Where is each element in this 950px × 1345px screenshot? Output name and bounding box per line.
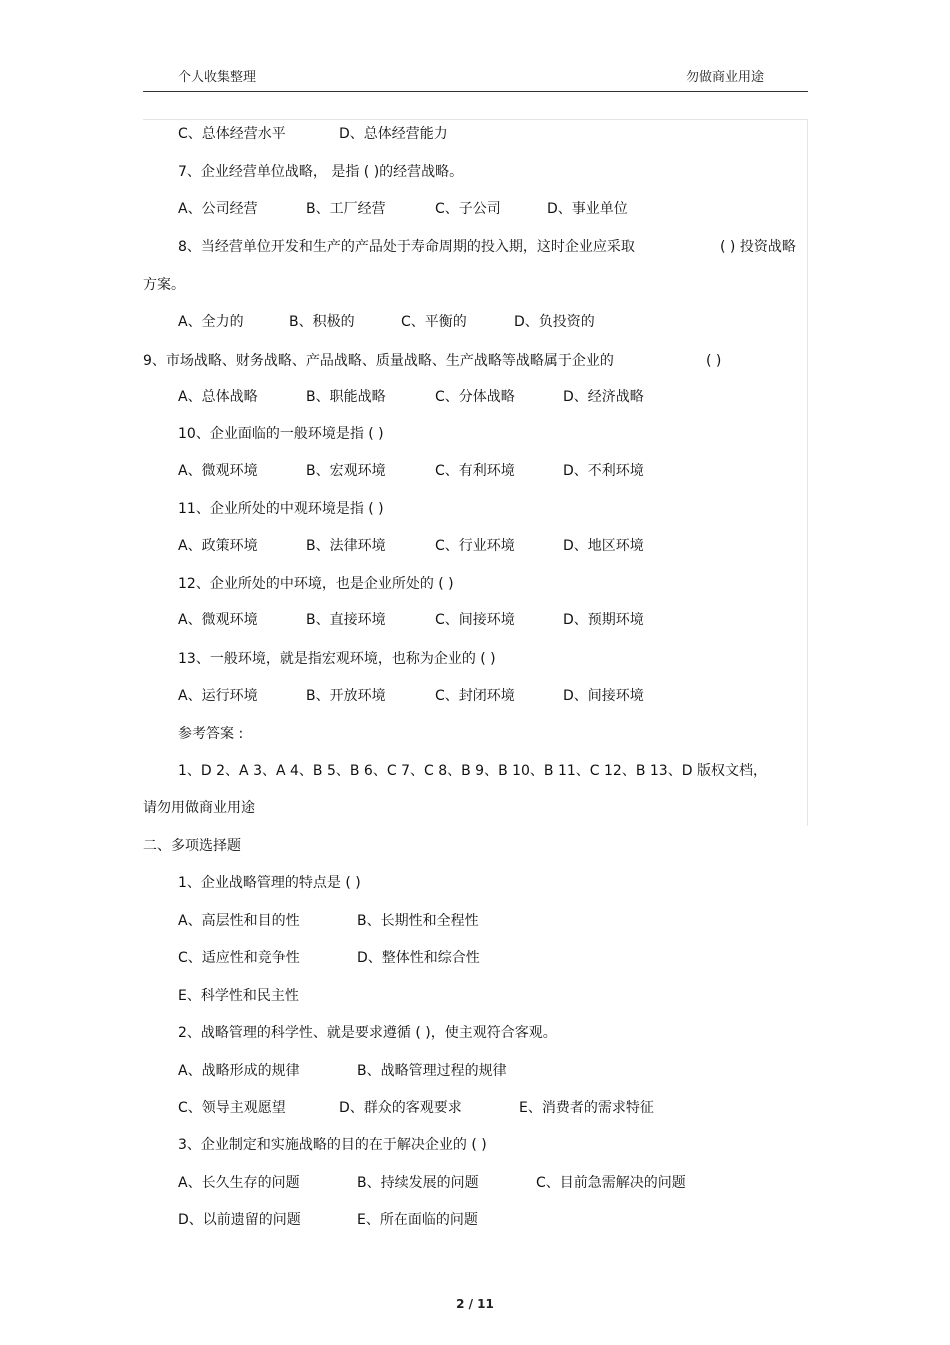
question-10: 10、企业面临的一般环境是指 ( )	[178, 426, 384, 442]
option: C、领导主观愿望	[178, 1100, 286, 1116]
option: C、总体经营水平	[178, 126, 286, 142]
question-m1: 1、企业战略管理的特点是 ( )	[178, 875, 361, 891]
option: A、微观环境	[178, 612, 258, 628]
option: D、负投资的	[514, 314, 595, 330]
option: D、预期环境	[563, 612, 644, 628]
text-box-top-border	[143, 119, 808, 120]
header-left: 个人收集整理	[178, 70, 257, 85]
option: D、间接环境	[563, 688, 644, 704]
option: C、行业环境	[435, 538, 515, 554]
option: A、全力的	[178, 314, 244, 330]
option: B、战略管理过程的规律	[357, 1063, 507, 1079]
question-8-tail: ( ) 投资战略	[720, 239, 796, 255]
option: C、平衡的	[401, 314, 467, 330]
option: D、经济战略	[563, 389, 644, 405]
question-13: 13、一般环境，就是指宏观环境，也称为企业的 ( )	[178, 651, 496, 667]
question-9: 9、市场战略、财务战略、产品战略、质量战略、生产战略等战略属于企业的	[143, 353, 614, 369]
option: D、事业单位	[547, 201, 628, 217]
section-title: 二、多项选择题	[143, 838, 241, 854]
option: B、积极的	[289, 314, 355, 330]
header-divider	[143, 91, 808, 92]
option: A、高层性和目的性	[178, 913, 300, 929]
option: D、地区环境	[563, 538, 644, 554]
option: D、整体性和综合性	[357, 950, 480, 966]
option: E、所在面临的问题	[357, 1212, 478, 1228]
answer-title: 参考答案 :	[178, 726, 244, 742]
option: C、目前急需解决的问题	[536, 1175, 686, 1191]
question-m3: 3、企业制定和实施战略的目的在于解决企业的 ( )	[178, 1137, 487, 1153]
answer-key-cont: 请勿用做商业用途	[143, 800, 255, 816]
page-number: 2 / 11	[456, 1297, 494, 1311]
option: E、科学性和民主性	[178, 988, 299, 1004]
option: D、群众的客观要求	[339, 1100, 462, 1116]
option: C、有利环境	[435, 463, 515, 479]
option: B、职能战略	[306, 389, 386, 405]
option: A、总体战略	[178, 389, 258, 405]
answer-key: 1、D 2、A 3、A 4、B 5、B 6、C 7、C 8、B 9、B 10、B 11、C 12、B 13、D 版权文档，	[178, 763, 767, 779]
option: B、长期性和全程性	[357, 913, 479, 929]
question-9-tail: ( )	[706, 353, 722, 369]
question-7: 7、企业经营单位战略， 是指 ( )的经营战略。	[178, 164, 464, 180]
option: D、总体经营能力	[339, 126, 448, 142]
option: A、政策环境	[178, 538, 258, 554]
option: D、不利环境	[563, 463, 644, 479]
question-8-cont: 方案。	[143, 277, 185, 293]
option: A、战略形成的规律	[178, 1063, 300, 1079]
option: C、适应性和竞争性	[178, 950, 300, 966]
option: C、间接环境	[435, 612, 515, 628]
option: C、子公司	[435, 201, 501, 217]
question-8: 8、当经营单位开发和生产的产品处于寿命周期的投入期，这时企业应采取	[178, 239, 635, 255]
option: A、运行环境	[178, 688, 258, 704]
option: A、长久生存的问题	[178, 1175, 300, 1191]
option: B、持续发展的问题	[357, 1175, 479, 1191]
option: A、微观环境	[178, 463, 258, 479]
question-m2: 2、战略管理的科学性、就是要求遵循 ( )，使主观符合客观。	[178, 1025, 557, 1041]
text-box-right-border	[807, 119, 808, 826]
option: C、封闭环境	[435, 688, 515, 704]
header-right: 勿做商业用途	[685, 70, 764, 85]
option: B、工厂经营	[306, 201, 386, 217]
option: B、法律环境	[306, 538, 386, 554]
option: B、直接环境	[306, 612, 386, 628]
option: A、公司经营	[178, 201, 258, 217]
option: B、开放环境	[306, 688, 386, 704]
question-11: 11、企业所处的中观环境是指 ( )	[178, 501, 384, 517]
option: B、宏观环境	[306, 463, 386, 479]
option: C、分体战略	[435, 389, 515, 405]
question-12: 12、企业所处的中环境，也是企业所处的 ( )	[178, 576, 454, 592]
option: D、以前遗留的问题	[178, 1212, 301, 1228]
option: E、消费者的需求特征	[519, 1100, 654, 1116]
